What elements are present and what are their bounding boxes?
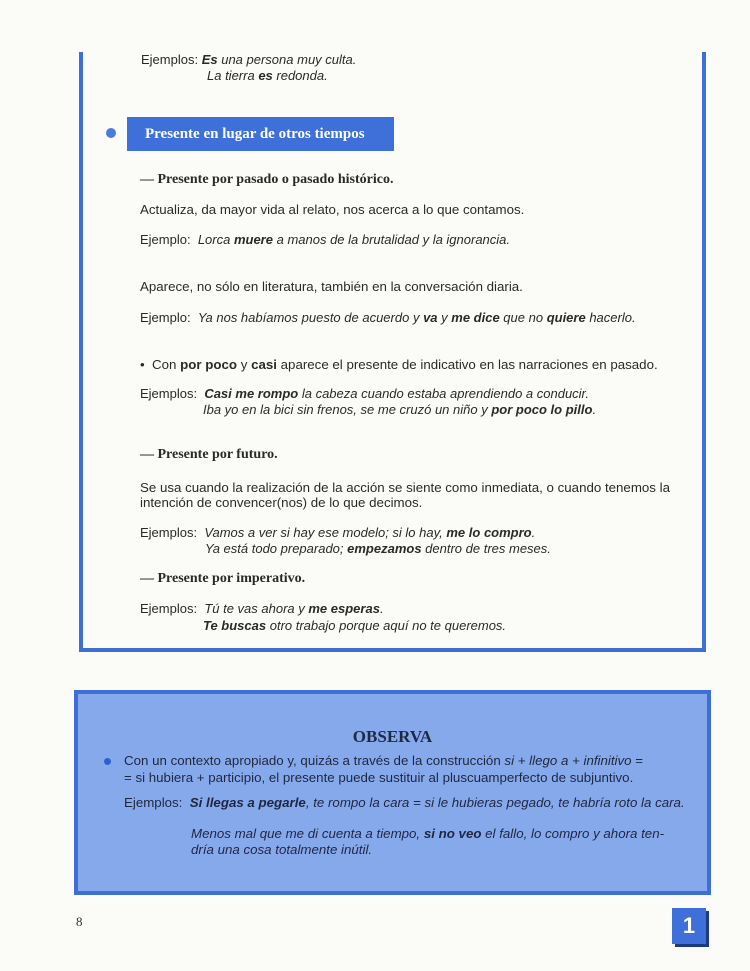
bullet-dot-icon: • <box>140 357 145 372</box>
subheading-imperative: — Presente por imperativo. <box>140 571 306 586</box>
example-bold: Es <box>201 52 218 67</box>
example-label: Ejemplos: <box>141 52 199 67</box>
example-line: Ejemplos: Tú te vas ahora y me esperas. <box>140 601 384 616</box>
observa-example: dría una cosa totalmente inútil. <box>191 842 373 857</box>
example-line: Ejemplo: Ya nos habíamos puesto de acuerdo y va y me dice que no quiere hacerlo. <box>140 310 636 325</box>
intro-example <box>141 52 356 68</box>
paragraph: Se usa cuando la realización de la acción se siente como inmediata, o cuando tenemos la <box>140 480 670 495</box>
observa-example: Menos mal que me di cuenta a tiempo, si no veo el fallo, lo compro y ahora ten- <box>191 826 665 841</box>
bullet-line: • Con por poco y casi aparece el presente de indicativo en las narraciones en pasado. <box>140 357 658 372</box>
subheading-past: — Presente por pasado o pasado histórico. <box>140 172 394 187</box>
paragraph: intención de convencer(nos) de lo que decimos. <box>140 495 423 510</box>
subheading-future: — Presente por futuro. <box>140 447 278 462</box>
example-text: una persona muy culta. <box>217 52 357 67</box>
example-line: Ejemplo: Lorca muere a manos de la brutalidad y la ignorancia. <box>140 232 511 247</box>
example-line: Ejemplos: Casi me rompo la cabeza cuando estaba aprendiendo a conducir. <box>140 386 590 401</box>
paragraph: Actualiza, da mayor vida al relato, nos acerca a lo que contamos. <box>140 202 525 217</box>
observa-bullet-icon <box>104 758 111 765</box>
paragraph: Aparece, no sólo en literatura, también en la conversación diaria. <box>140 279 523 294</box>
observa-title: OBSERVA <box>352 727 433 746</box>
example-line: Ejemplos: Vamos a ver si hay ese modelo; si lo hay, me lo compro. <box>140 525 536 540</box>
observa-line: Con un contexto apropiado y, quizás a través de la construcción si + llego a + infinitivo = <box>124 753 644 768</box>
observa-box <box>74 690 711 895</box>
intro-example-line2: La tierra es redonda. <box>207 68 328 83</box>
observa-line: = si hubiera + participio, el presente puede sustituir al pluscuamperfecto de subjuntivo. <box>124 770 634 785</box>
observa-example: Ejemplos: Si llegas a pegarle, te rompo la cara = si le hubieras pegado, te habría roto la cara. <box>124 795 685 810</box>
unit-badge: 1 <box>672 908 706 944</box>
example-line: Te buscas otro trabajo porque aquí no te queremos. <box>203 618 507 633</box>
section-title: Presente en lugar de otros tiempos <box>127 117 394 151</box>
section-bullet-icon <box>106 128 116 138</box>
example-line: Iba yo en la bici sin frenos, se me cruzó un niño y por poco lo pillo. <box>203 402 597 417</box>
page-number: 8 <box>76 914 83 929</box>
example-line: Ya está todo preparado; empezamos dentro de tres meses. <box>205 541 551 556</box>
